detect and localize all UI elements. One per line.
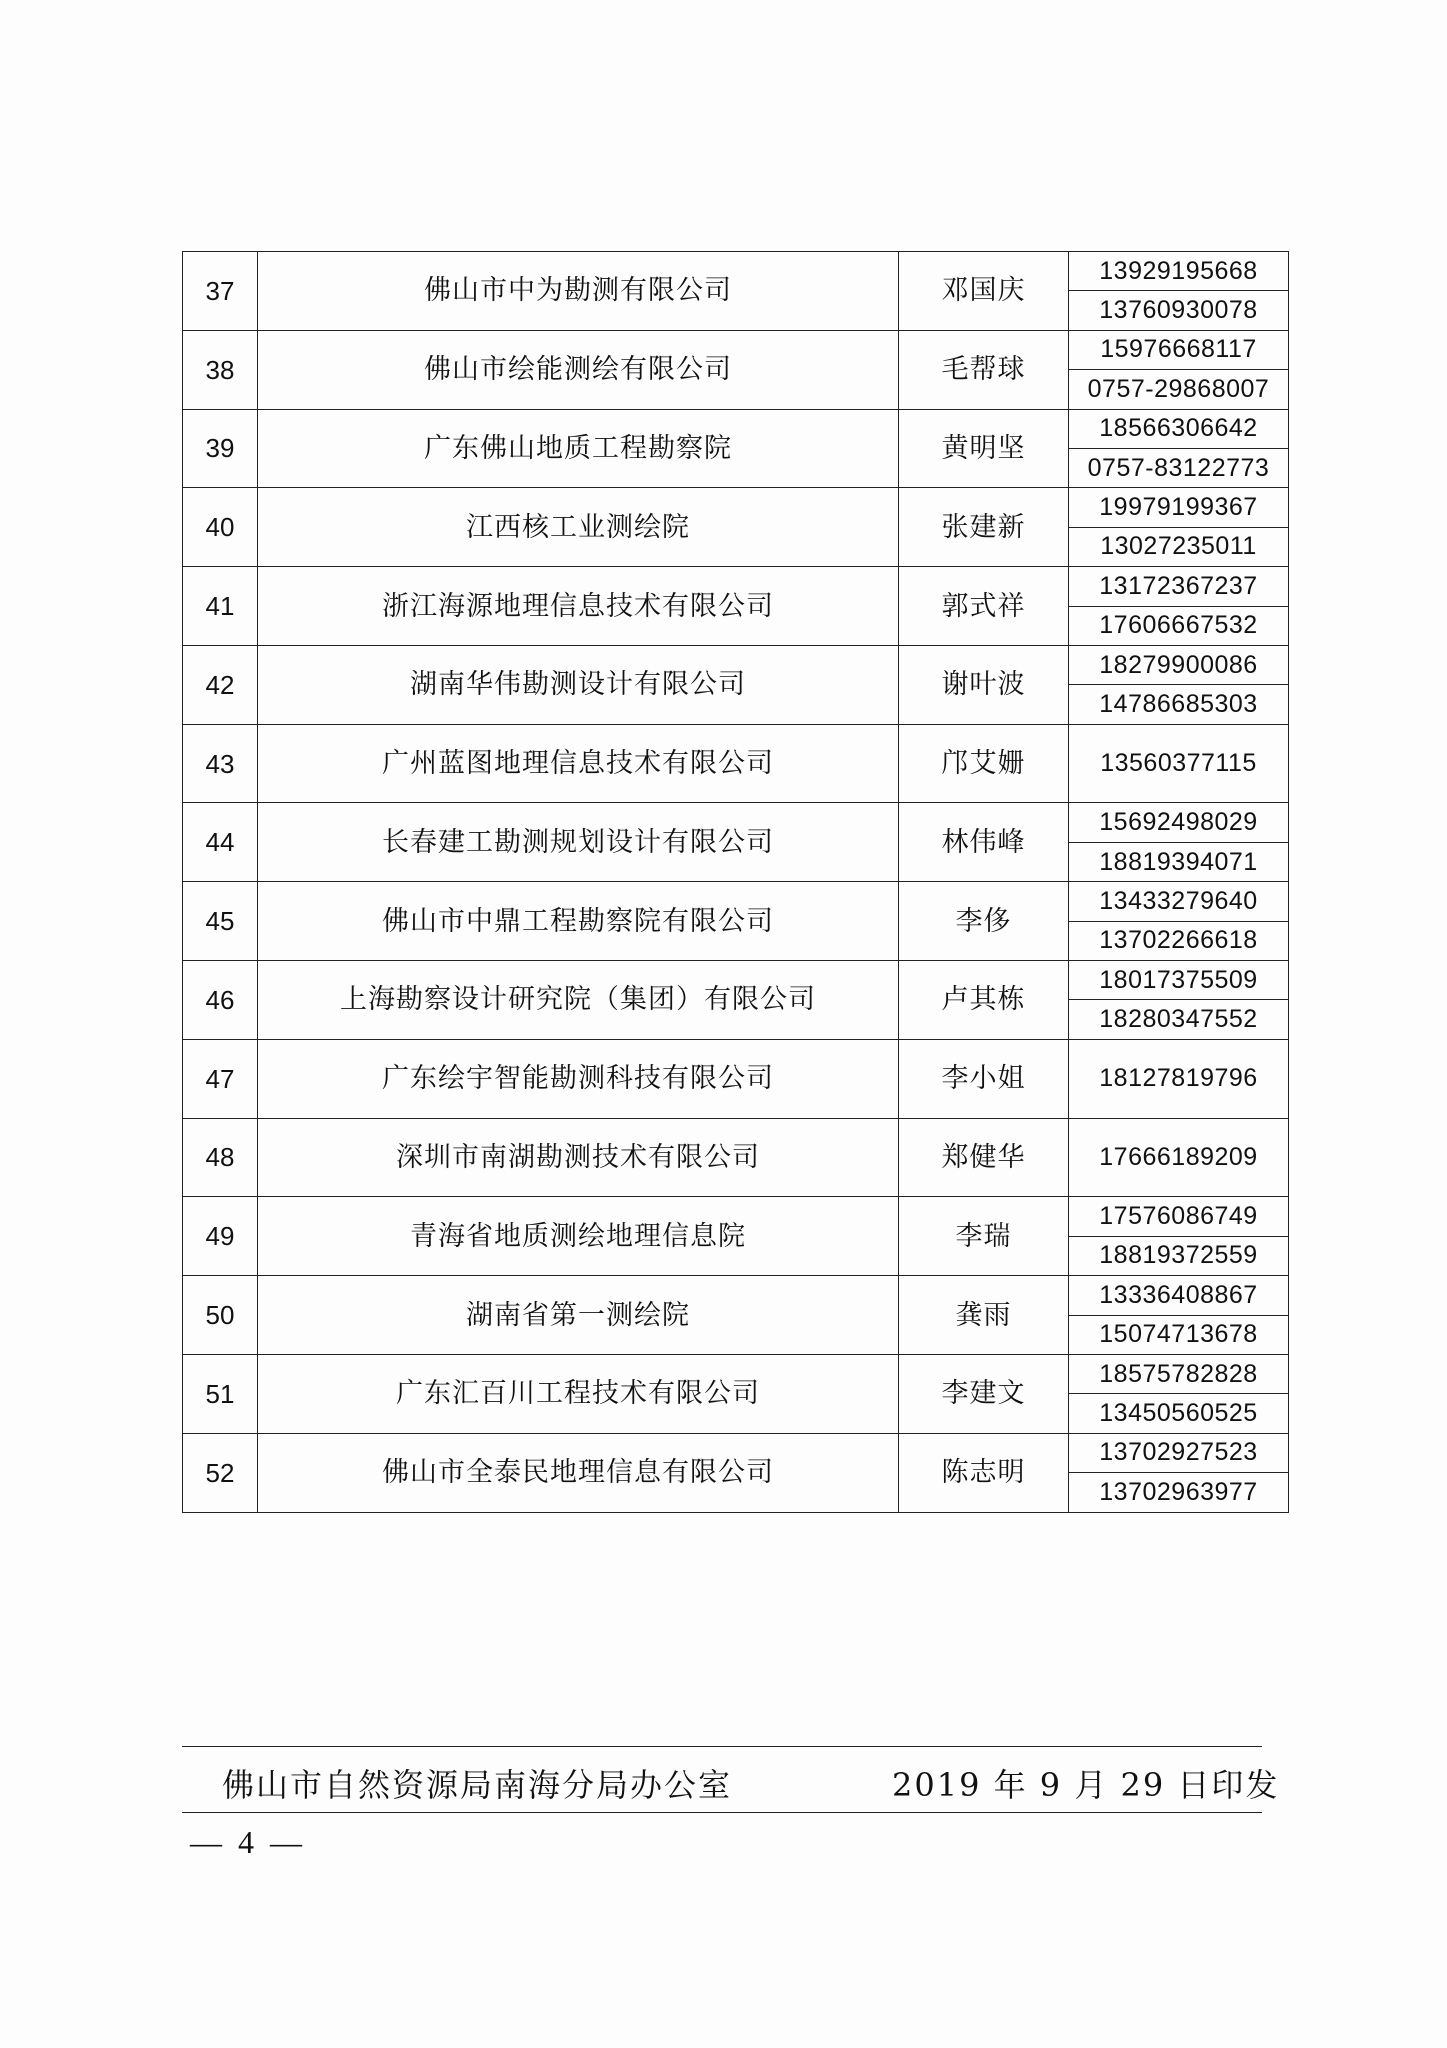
contact-phone: 13702963977 [1069,1473,1289,1512]
table-row [183,645,1289,684]
contact-phone: 13760930078 [1069,291,1289,330]
contact-phone: 18280347552 [1069,1000,1289,1039]
company-name: 广东绘宇智能勘测科技有限公司 [258,1039,899,1118]
company-name: 青海省地质测绘地理信息院 [258,1197,899,1276]
row-number: 42 [183,645,258,724]
contact-person: 龚雨 [899,1276,1069,1355]
footer-bottom-rule [182,1812,1262,1813]
contact-person: 黄明坚 [899,409,1069,488]
contact-phone: 0757-29868007 [1069,370,1289,409]
table-row [183,1276,1289,1315]
contact-phone: 0757-83122773 [1069,448,1289,487]
table-row [183,567,1289,606]
contact-phone: 15074713678 [1069,1315,1289,1354]
contact-phone: 17606667532 [1069,606,1289,645]
table-row [183,1197,1289,1236]
footer-top-rule [182,1746,1262,1747]
row-number: 39 [183,409,258,488]
company-name: 广州蓝图地理信息技术有限公司 [258,724,899,803]
contact-person: 谢叶波 [899,645,1069,724]
contact-person: 邝艾姗 [899,724,1069,803]
contact-phone: 18127819796 [1069,1039,1289,1118]
contact-phone: 13336408867 [1069,1276,1289,1315]
contact-phone: 18279900086 [1069,645,1289,684]
contact-phone: 13929195668 [1069,252,1289,291]
company-name: 浙江海源地理信息技术有限公司 [258,567,899,646]
company-name: 江西核工业测绘院 [258,488,899,567]
page-number: — 4 — [190,1824,306,1860]
company-name: 湖南华伟勘测设计有限公司 [258,645,899,724]
table-row [183,409,1289,448]
contact-phone: 13560377115 [1069,724,1289,803]
table-row [183,724,1289,763]
row-number: 47 [183,1039,258,1118]
row-number: 37 [183,252,258,331]
contact-person: 陈志明 [899,1433,1069,1512]
contact-phone: 15976668117 [1069,330,1289,369]
table-row [183,330,1289,369]
contact-phone: 18575782828 [1069,1354,1289,1393]
contact-person: 李建文 [899,1354,1069,1433]
row-number: 46 [183,961,258,1040]
table-row [183,1039,1289,1078]
row-number: 43 [183,724,258,803]
table-row [183,882,1289,921]
row-number: 51 [183,1354,258,1433]
contact-phone: 13702266618 [1069,921,1289,960]
table-row [183,488,1289,527]
row-number: 50 [183,1276,258,1355]
contact-phone: 14786685303 [1069,685,1289,724]
contact-person: 毛帮球 [899,330,1069,409]
row-number: 52 [183,1433,258,1512]
contact-phone: 18017375509 [1069,961,1289,1000]
company-name: 广东汇百川工程技术有限公司 [258,1354,899,1433]
contact-phone: 18819394071 [1069,842,1289,881]
contact-person: 李瑞 [899,1197,1069,1276]
company-name: 佛山市中为勘测有限公司 [258,252,899,331]
row-number: 44 [183,803,258,882]
company-name: 佛山市全泰民地理信息有限公司 [258,1433,899,1512]
contact-person: 张建新 [899,488,1069,567]
company-name: 深圳市南湖勘测技术有限公司 [258,1118,899,1197]
table-row [183,1433,1289,1472]
contact-phone: 17576086749 [1069,1197,1289,1236]
contact-person: 邓国庆 [899,252,1069,331]
contact-person: 林伟峰 [899,803,1069,882]
contact-phone: 13172367237 [1069,567,1289,606]
company-name: 上海勘察设计研究院（集团）有限公司 [258,961,899,1040]
company-contact-table [182,251,1289,1513]
company-name: 湖南省第一测绘院 [258,1276,899,1355]
contact-phone: 13027235011 [1069,527,1289,566]
contact-phone: 13702927523 [1069,1433,1289,1472]
table-row [183,961,1289,1000]
row-number: 49 [183,1197,258,1276]
issue-date: 2019 年 9 月 29 日印发 [892,1766,1280,1804]
row-number: 41 [183,567,258,646]
row-number: 45 [183,882,258,961]
contact-person: 李侈 [899,882,1069,961]
contact-phone: 15692498029 [1069,803,1289,842]
table-row [183,803,1289,842]
contact-phone: 19979199367 [1069,488,1289,527]
row-number: 38 [183,330,258,409]
contact-phone: 13450560525 [1069,1394,1289,1433]
contact-phone: 18566306642 [1069,409,1289,448]
contact-phone: 13433279640 [1069,882,1289,921]
company-name: 长春建工勘测规划设计有限公司 [258,803,899,882]
contact-phone: 17666189209 [1069,1118,1289,1197]
contact-phone: 18819372559 [1069,1236,1289,1275]
contact-person: 郑健华 [899,1118,1069,1197]
table-row [183,1354,1289,1393]
table-row [183,1118,1289,1157]
row-number: 40 [183,488,258,567]
row-number: 48 [183,1118,258,1197]
table-row [183,252,1289,291]
company-name: 佛山市中鼎工程勘察院有限公司 [258,882,899,961]
issuing-office: 佛山市自然资源局南海分局办公室 [222,1766,733,1804]
contact-person: 卢其栋 [899,961,1069,1040]
contact-person: 李小姐 [899,1039,1069,1118]
contact-person: 郭式祥 [899,567,1069,646]
company-name: 广东佛山地质工程勘察院 [258,409,899,488]
table-body [183,252,1289,1513]
company-name: 佛山市绘能测绘有限公司 [258,330,899,409]
